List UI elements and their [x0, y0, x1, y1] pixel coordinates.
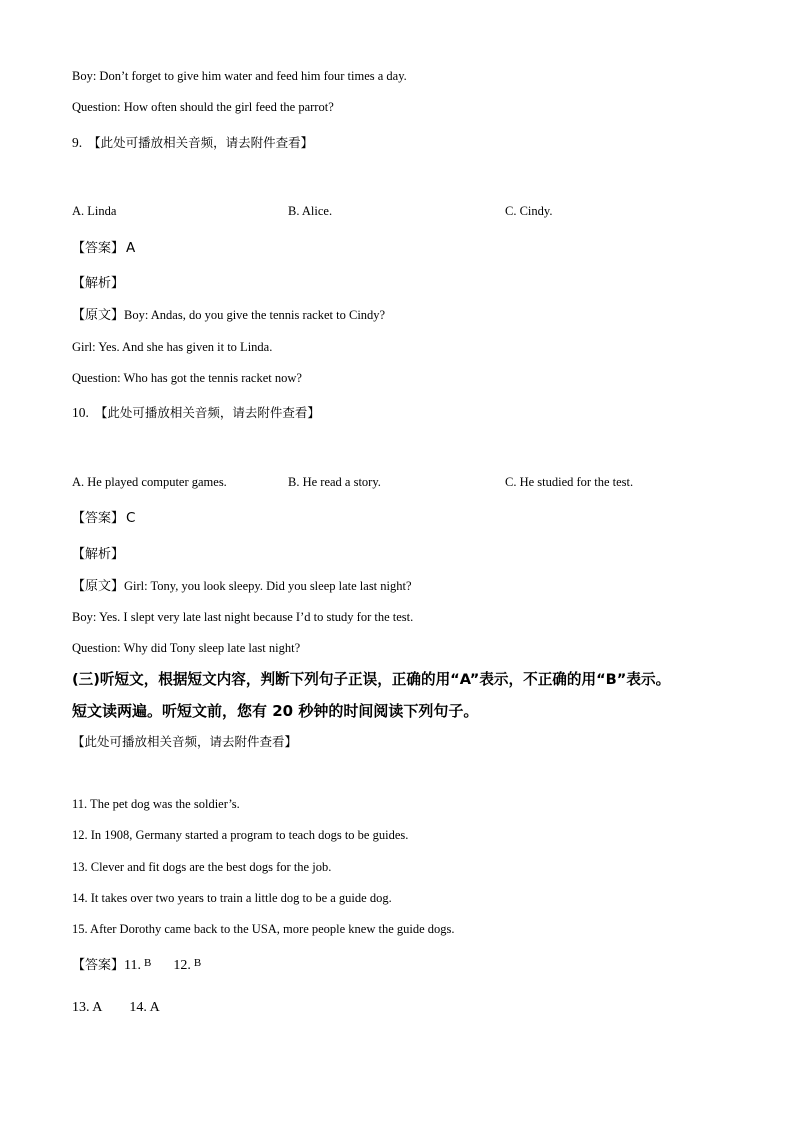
dialogue-line: Boy: Don’t forget to give him water and feed him four times a day.: [72, 69, 407, 83]
statement-13: 13. Clever and fit dogs are the best dogs for the job.: [72, 860, 332, 874]
q10-option-a: A. He played computer games.: [72, 475, 227, 489]
question-9-heading: [72, 135, 313, 151]
audio-note: 【此处可播放相关音频，请去附件查看】: [88, 135, 314, 150]
answer-value: C: [126, 510, 136, 526]
answer-value: A: [126, 240, 136, 256]
section-3-instruction-line2: 短文读两遍。听短文前，您有 20 秒钟的时间阅读下列句子。: [72, 702, 479, 720]
answer-label: 【答案】: [72, 511, 125, 526]
q10-option-c: C. He studied for the test.: [505, 475, 634, 489]
section-3-audio-note: 【此处可播放相关音频，请去附件查看】: [72, 734, 298, 749]
answer-label: 【答案】: [72, 958, 125, 973]
question-line: Question: How often should the girl feed the parrot?: [72, 100, 334, 114]
question-number: 9.: [72, 135, 83, 150]
q9-analysis-label: 【解析】: [72, 276, 125, 291]
statement-15: 15. After Dorothy came back to the USA, more people knew the guide dogs.: [72, 922, 455, 936]
statement-14: 14. It takes over two years to train a little dog to be a guide dog.: [72, 891, 392, 905]
q9-option-a: A. Linda: [72, 204, 117, 218]
answer-12-number: 12.: [173, 958, 191, 973]
q10-original-boy: Boy: Yes. I slept very late last night because I’d to study for the test.: [72, 610, 414, 624]
q9-question: Question: Who has got the tennis racket now?: [72, 371, 302, 385]
answer-12-value: B: [193, 957, 202, 969]
q9-option-b: B. Alice.: [288, 204, 333, 218]
q9-original-girl: Girl: Yes. And she has given it to Linda.: [72, 340, 273, 354]
original-label: 【原文】: [72, 308, 125, 323]
q10-analysis-label: 【解析】: [72, 547, 125, 562]
statement-12: 12. In 1908, Germany started a program to teach dogs to be guides.: [72, 828, 409, 842]
q9-option-c: C. Cindy.: [505, 204, 553, 218]
section-3-answers-row2: [72, 999, 160, 1016]
q10-option-b: B. He read a story.: [288, 475, 381, 489]
q9-original-boy: [72, 307, 385, 324]
dialogue-text: Boy: Andas, do you give the tennis racket to Cindy?: [124, 308, 386, 322]
original-label: 【原文】: [72, 579, 125, 594]
question-number: 10.: [72, 405, 89, 420]
q9-answer: [72, 240, 135, 257]
answer-13: 13. A: [72, 1000, 103, 1015]
answer-14: 14. A: [129, 1000, 160, 1015]
dialogue-text: Girl: Tony, you look sleepy. Did you sleep late last night?: [124, 579, 412, 593]
section-3-answers-row1: [72, 957, 201, 974]
q10-original-girl: [72, 578, 412, 595]
section-3-instruction-line1: (三)听短文，根据短文内容，判断下列句子正误，正确的用“A”表示，不正确的用“B”表示。: [72, 671, 671, 688]
question-10-heading: [72, 405, 320, 421]
answer-11-value: B: [144, 957, 152, 969]
q10-question: Question: Why did Tony sleep late last night?: [72, 641, 301, 655]
audio-note: 【此处可播放相关音频，请去附件查看】: [94, 405, 320, 420]
answer-11-number: 11.: [124, 958, 141, 973]
answer-label: 【答案】: [72, 241, 125, 256]
statement-11: 11. The pet dog was the soldier’s.: [72, 797, 240, 811]
q10-answer: [72, 510, 135, 527]
